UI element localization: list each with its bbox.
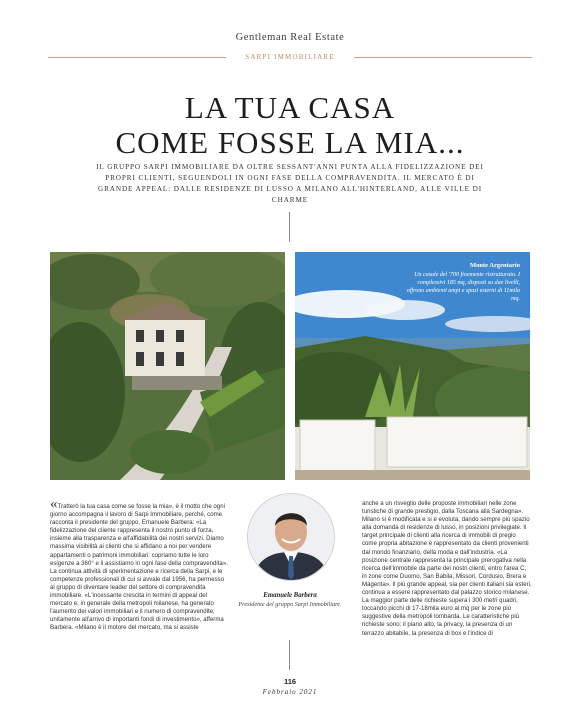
photo-caption-title: Monte Argentario [469, 262, 520, 269]
standfirst: IL GRUPPO SARPI IMMOBILIARE DA OLTRE SESSANT'ANNI PUNTA ALLA FIDELIZZAZIONE DEI PROPRI CLIENTI, SEGUENDOLI IN OGNI FASE DELLA COMPRAVENDITA. IL MERCATO È DI GRANDE APPEAL: DALLE RESIDENZE DI LUSSO A MILANO ALL'HINTERLAND, ALLE VILLE DI CHARME [96, 163, 484, 204]
page-number: 116 [283, 677, 297, 686]
body-column-right: anche a un risveglio delle proposte immobiliari nelle zone turistiche di grande prestigio, dalla Toscana alla Sardegna». Milano si è modificata e si è evoluta, dando sempre più spazio alla domanda di residenze di lusso, in posizioni privilegiate. Il target principale di clienti alla ricerca di immobili di pregio come propria abitazione è rappresentato da clienti provenienti dal mondo finanziario, della moda e dall'industria. «La posizione centrale rappresenta la principale prerogativa nella ricerca dell'immobile da parte dei nostri clienti, entro l'area C, in zone come Duomo, San Babila, Missori, Cordusio, Brera e Magenta». Il più grande appeal, sia per clienti italiani sia esteri, continua a essere rappresentato dal palazzo storico milanese. La maggior parte delle richieste supera i 300 metri quadri, toccando picchi di 17-18mila euro al mq per le zone più suggestive della metropoli lombarda. Le caratteristiche più richieste sono: il piano alto, la privacy, la presenza di un terrazzo abitabile, la presenza di box e l'indice di [362, 500, 532, 637]
section-label: SARPI IMMOBILIARE [245, 53, 335, 61]
section-divider-right [354, 57, 532, 58]
opening-quote-mark: « [50, 496, 58, 512]
vertical-rule-top [289, 212, 290, 242]
issue-date: Febbraio 2021 [262, 688, 318, 696]
portrait-role: Presidente del gruppo Sarpi Immobiliare. [238, 601, 342, 608]
body-text-left: Tratterò la tua casa come se fosse la mia», è il motto che ogni giorno accompagna il lavoro di Sarpi Immobiliare, perché, come racconta il presidente del gruppo, Emanuele Barbera: «La fidelizzazione del cliente rappresenta il nostro punto di forza, insieme alla trasparenza e all'affidabilità dei nostri servizi. Diamo massima visibilità ai clienti che si affidano a noi per vendere appartamenti o patrimoni immobiliari: copriamo tutte le loro esigenze a 360° e li assistiamo in ogni fase della compravendita». La continua attività di sperimentazione e ricerca della Sarpi, e le competenze professionali di cui si avvale dal 1956, ha permesso al gruppo di diventare leader del settore di compravendita immobiliare. «L'incessante crescita in termini di appeal del mercato e, in generale della metropoli milanese, ha generato l'aumento dei valori immobiliari e il numero di compravendite, unitamente all'arrivo di importanti fondi di investimento», afferma Barbera. «Milano è il motore del mercato, ma si assiste [50, 503, 228, 632]
headline-line-1: LA TUA CASA [184, 90, 396, 125]
body-column-left [50, 496, 230, 633]
portrait-name: Emanuele Barbera [263, 592, 317, 599]
sea-view-photo [295, 252, 530, 480]
photo-caption-text: Un casale del '700 finemente ristrutturato. I complessivi 185 mq, disposti su due livelli, offrono ambienti ampi e spazi esterni di 11mila mq. [406, 272, 520, 302]
villa-photo [50, 252, 285, 480]
headline-line-2: COME FOSSE LA MIA... [115, 125, 465, 160]
portrait-illustration [248, 494, 334, 580]
section-header [48, 52, 532, 62]
publication-name: Gentleman Real Estate [235, 32, 345, 43]
portrait-photo [247, 493, 335, 581]
vertical-rule-bottom [289, 640, 290, 670]
headline [0, 90, 580, 160]
villa-photo-illustration [50, 252, 285, 480]
photo-caption [400, 262, 520, 303]
